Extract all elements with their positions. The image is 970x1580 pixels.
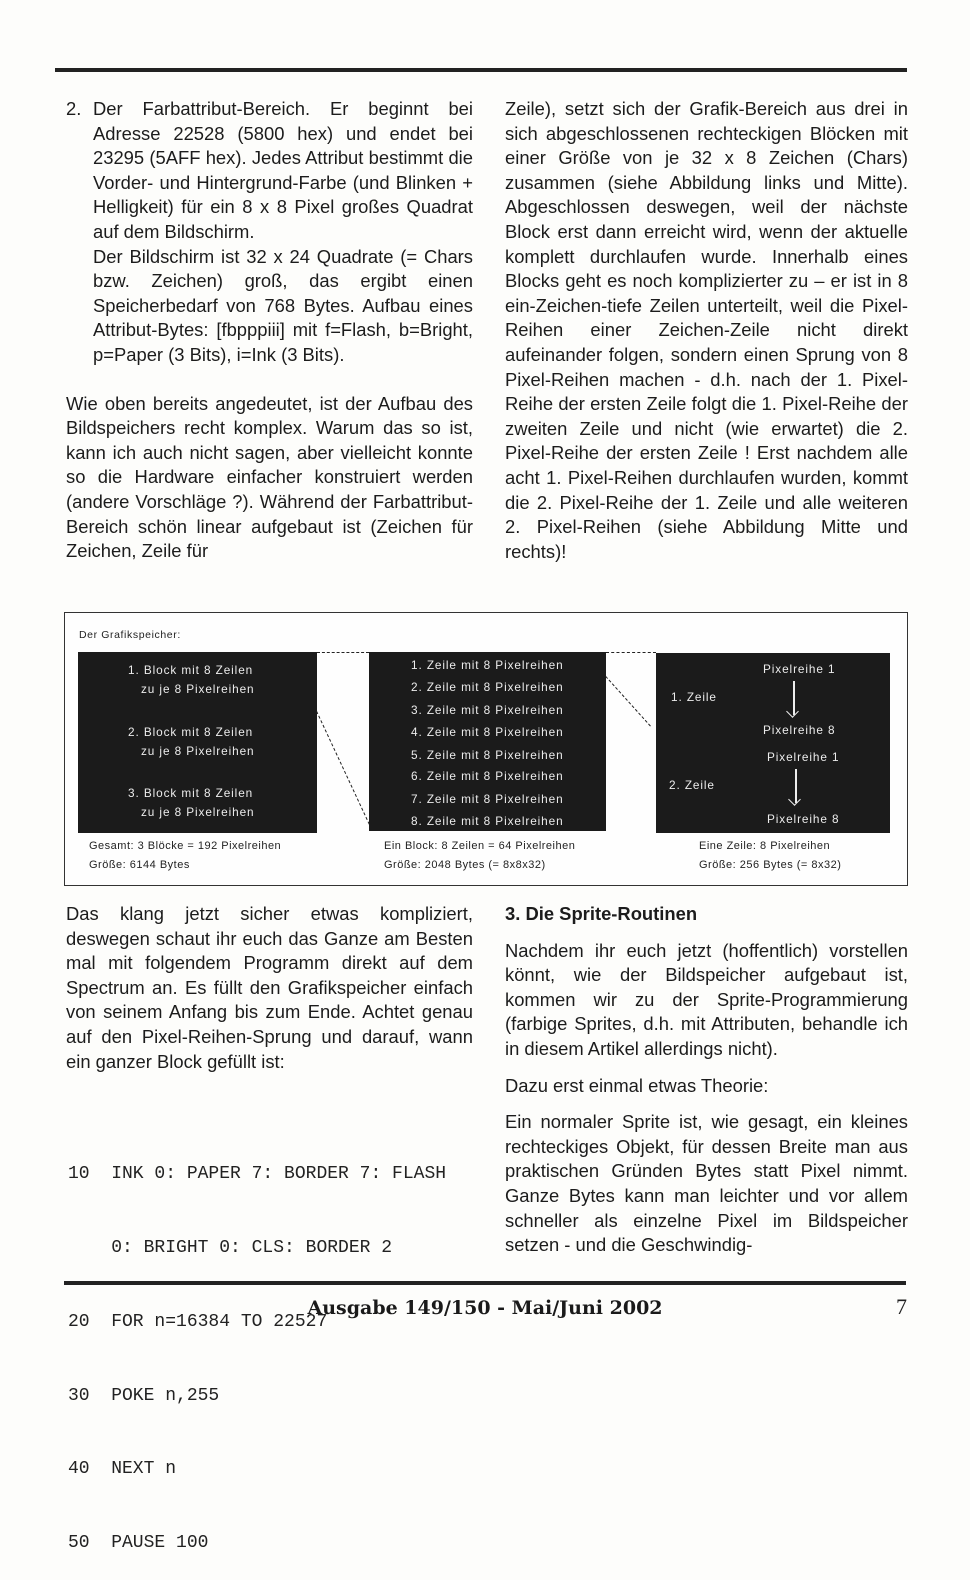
code-line: 50 PAUSE 100 — [68, 1533, 209, 1554]
right-column-top — [505, 97, 908, 564]
block-label: 2. Block mit 8 Zeilen — [128, 725, 254, 739]
line-diagram — [656, 653, 890, 833]
zeile-label: 1. Zeile — [671, 690, 717, 704]
pixelrow-label: Pixelreihe 8 — [763, 723, 836, 737]
block-label: zu je 8 Pixelreihen — [141, 682, 255, 696]
screen-memory-diagram — [78, 652, 317, 833]
paragraph: Das klang jetzt sicher etwas kompliziert, deswegen schaut ihr euch das Ganze am Besten mal mit folgendem Programm direkt auf dem Spectrum an. Es füllt den Grafikspeicher einfach von seinem Anfang bis zum Ende. Achtet genau auf den Pixel-Reihen-Sprung und darauf, wann ein ganzer Block gefüllt ist: — [66, 903, 473, 1072]
pixelrow-label: Pixelreihe 8 — [767, 812, 840, 826]
left-column-bottom — [66, 902, 473, 1074]
connector-line — [605, 676, 651, 726]
paragraph: Nachdem ihr euch jetzt (hoffentlich) vorstellen könnt, wie der Bildspeicher aufgebaut ist, kommen wir zu der Sprite-Programmierung (farbige Sprites, d.h. mit Attributen, behandle ich in diesem Artikel allerdings nicht). — [505, 939, 908, 1059]
section-heading: 3. Die Sprite-Routinen — [505, 903, 698, 924]
line-caption: Eine Zeile: 8 Pixelreihen Größe: 256 Bytes (= 8x32) — [699, 840, 842, 871]
item-paragraph: Der Bildschirm ist 32 x 24 Quadrate (= Chars bzw. Zeichen) groß, das ergibt einen Speicherbedarf von 768 Bytes. Aufbau eines Attribut-Bytes: [fbpppiii] mit f=Flash, b=Bright, p=Paper (3 Bits), i=Ink (3 Bits). — [93, 245, 473, 365]
paragraph: Zeile), setzt sich der Grafik-Bereich aus drei in sich abgeschlossenen rechteckigen Blöcken mit einer Größe von je 32 x 8 Zeichen (Chars) zusammen (siehe Abbildung links und Mitte). Abgeschlossen deswegen, weil der nächste Block erst dann erreicht wird, wenn der aktuelle komplett durchlaufen wurde. Innerhalb eines Blocks geht es noch komplizierter zu – er ist in 8 ein-Zeichen-tiefe Zeilen unterteilt, weil die Pixel-Reihen einer Zeichen-Zeile nicht direkt aufeinander folgen, sondern einen Sprung von 8 Pixel-Reihen machen - d.h. nach der 1. Pixel-Reihe der ersten Zeile folgt die 1. Pixel-Reihe der zweiten Zeile und nicht (wie erwartet) die 2. Pixel-Reihe der ersten Zeile ! Erst nachdem alle acht 1. Pixel-Reihen durchlaufen wurden, kommt die 2. Pixel-Reihe der 1. Zeile und alle weiteren 2. Pixel-Reihen (siehe Abbildung Mitte und rechts)! — [505, 98, 908, 562]
code-line: 10 INK 0: PAPER 7: BORDER 7: FLASH — [68, 1164, 447, 1185]
bottom-rule — [64, 1281, 906, 1285]
zeile-row: 6. Zeile mit 8 Pixelreihen — [411, 769, 564, 783]
pixelrow-label: Pixelreihe 1 — [767, 750, 840, 764]
connector-line — [606, 652, 656, 653]
zeile-row: 8. Zeile mit 8 Pixelreihen — [411, 814, 564, 828]
arrow-down-icon — [795, 769, 797, 803]
enumerated-item-2 — [66, 97, 473, 368]
zeile-row: 5. Zeile mit 8 Pixelreihen — [411, 748, 564, 762]
item-number: 2. — [66, 98, 82, 119]
zeile-row: 4. Zeile mit 8 Pixelreihen — [411, 725, 564, 739]
right-column-bottom — [505, 902, 908, 1258]
connector-line — [316, 711, 372, 829]
page-number: 7 — [896, 1294, 907, 1319]
block-diagram — [369, 652, 606, 831]
code-line: 40 NEXT n — [68, 1459, 177, 1480]
zeile-row: 7. Zeile mit 8 Pixelreihen — [411, 792, 564, 806]
block-caption: Ein Block: 8 Zeilen = 64 Pixelreihen Größe: 2048 Bytes (= 8x8x32) — [384, 840, 576, 871]
paragraph: Ein normaler Sprite ist, wie gesagt, ein kleines rechteckiges Objekt, für dessen Breite man aus praktischen Gründen Bytes statt Pixel nimmt. Ganze Bytes kann man leichter und vor allem schneller als einzelne Pixel im Bildspeicher setzen - und die Geschwindig- — [505, 1111, 908, 1256]
zeile-row: 3. Zeile mit 8 Pixelreihen — [411, 703, 564, 717]
code-line: 30 POKE n,255 — [68, 1385, 220, 1406]
top-rule — [55, 68, 907, 72]
arrow-down-icon — [793, 681, 795, 715]
block-label: zu je 8 Pixelreihen — [141, 805, 255, 819]
zeile-label: 2. Zeile — [669, 778, 715, 792]
block-label: 1. Block mit 8 Zeilen — [128, 663, 254, 677]
paragraph: Wie oben bereits angedeutet, ist der Aufbau des Bildspeichers recht komplex. Warum das so ist, kann ich auch nicht sagen, aber vielleicht konnte so die Hardware einfacher konstruiert werden (andere Vorschläge ?). Während der Farbattribut-Bereich schön linear aufgebaut ist (Zeichen für Zeichen, Zeile für — [66, 392, 473, 562]
block-label: zu je 8 Pixelreihen — [141, 744, 255, 758]
zeile-row: 2. Zeile mit 8 Pixelreihen — [411, 680, 564, 694]
basic-code-listing — [68, 1113, 446, 1580]
item-paragraph: Der Farbattribut-Bereich. Er beginnt bei Adresse 22528 (5800 hex) und endet bei 23295 (5AFF hex). Jedes Attribut bestimmt die Vorder- und Hintergrund-Farbe (und Blinken + Helligkeit) für ein 8 x 8 Pixel großes Quadrat auf dem Bildschirm. — [93, 98, 473, 242]
zeile-row: 1. Zeile mit 8 Pixelreihen — [411, 658, 564, 672]
code-line: 0: BRIGHT 0: CLS: BORDER 2 — [68, 1237, 393, 1258]
paragraph: Dazu erst einmal etwas Theorie: — [505, 1074, 769, 1096]
code-line: 20 FOR n=16384 TO 22527 — [68, 1311, 328, 1332]
figure-title: Der Grafikspeicher: — [79, 629, 181, 641]
screen-caption: Gesamt: 3 Blöcke = 192 Pixelreihen Größe: 6144 Bytes — [89, 840, 282, 871]
connector-line — [317, 652, 369, 653]
figure-grafikspeicher — [64, 612, 908, 886]
left-column-top — [66, 97, 473, 564]
block-label: 3. Block mit 8 Zeilen — [128, 786, 254, 800]
pixelrow-label: Pixelreihe 1 — [763, 662, 836, 676]
issue-footer: Ausgabe 149/150 - Mai/Juni 2002 — [307, 1297, 663, 1319]
